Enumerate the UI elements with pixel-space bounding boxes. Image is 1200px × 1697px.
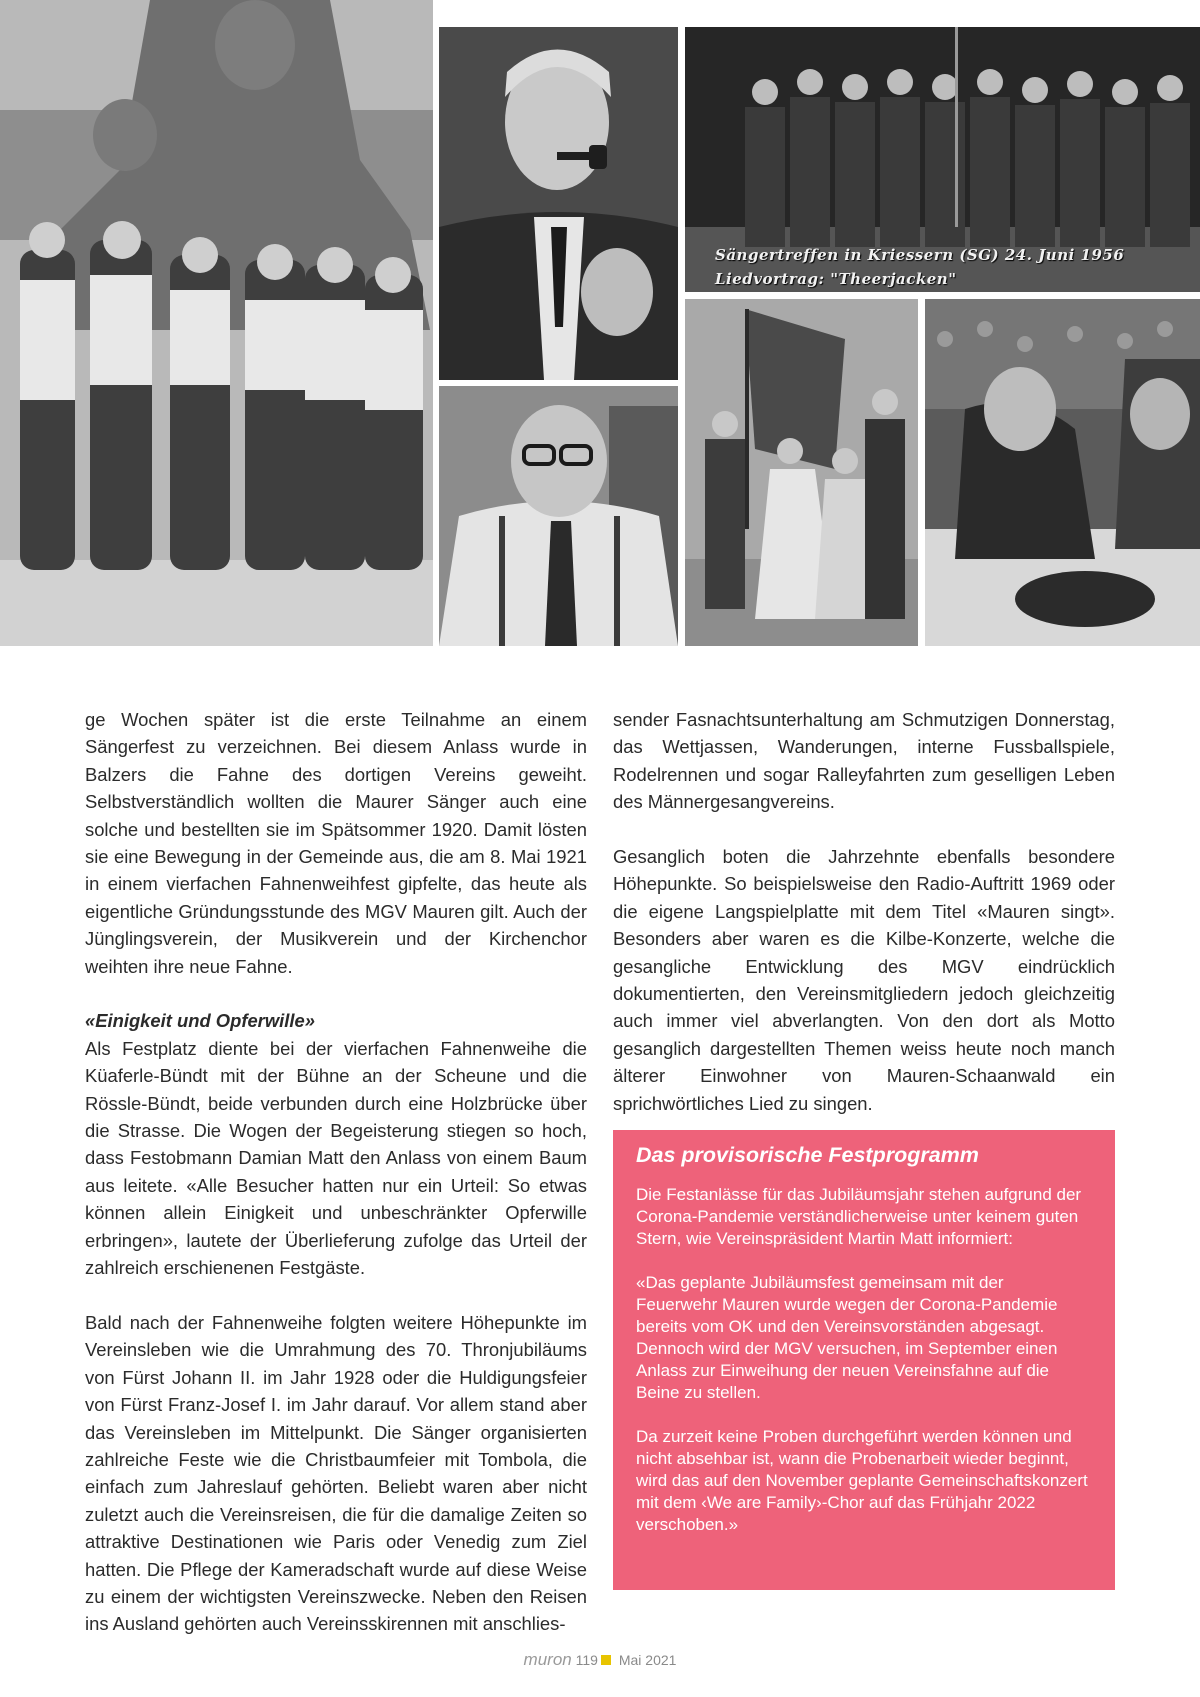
festival-program-box — [613, 1130, 1115, 1590]
infobox-paragraph-1: Die Festanlässe für das Jubiläumsjahr stehen aufgrund der Corona-Pandemie verständlicherweise unter keinem guten Stern, wie Vereinspräsident Martin Matt informiert: — [636, 1185, 1082, 1248]
section-heading: «Einigkeit und Opferwille» — [85, 1010, 315, 1032]
photo-man-with-pipe — [439, 27, 678, 380]
infobox-paragraph-3: Da zurzeit keine Proben durchgeführt werden können und nicht absehbar ist, wann die Probenarbeit wieder beginnt, wird das auf den November geplante Gemeinschaftskonzert mit dem ‹We are Family›-Chor auf das Frühjahr 2022 verschoben.» — [636, 1427, 1088, 1534]
photo-festival-crowd — [925, 299, 1200, 646]
photo-caption-line2: Liedvortrag: "Theerjacken" — [715, 270, 957, 288]
infobox-paragraph-2: «Das geplante Jubiläumsfest gemeinsam mit der Feuerwehr Mauren wurde wegen der Corona-Pandemie bereits vom OK und den Vereinsvorständen abgesagt. Dennoch wird der MGV versuchen, im September einen Anlass zur Einweihung der neuen Vereinsfahne auf die Beine zu stellen. — [636, 1273, 1058, 1402]
yellow-square-icon — [601, 1655, 611, 1665]
photo-man-with-glasses — [439, 386, 678, 646]
right-column — [613, 706, 1115, 1117]
photo-flag-group — [685, 299, 918, 646]
magazine-brand: muron — [523, 1650, 572, 1669]
issue-number: 119 — [575, 1652, 598, 1668]
right-paragraph-2: Gesanglich boten die Jahrzehnte ebenfalls besondere Höhepunkte. So beispielsweise den Radio-Auftritt 1969 oder die eigene Langspielplatte mit dem Titel «Mauren singt». Besonders aber waren es die Kilbe-Konzerte, welche die gesangliche Entwicklung des MGV eindrücklich dokumentierten, den Vereinsmitgliedern jedoch gleichzeitig auch immer viel abverlangten. Von den dort als Motto gesanglich dargestellten Themen weiss heute noch manch älterer Einwohner von Mauren-Schaanwald ein sprichwörtliches Lied zu singen. — [613, 846, 1115, 1114]
left-column — [85, 706, 587, 1638]
right-paragraph-1: sender Fasnachtsunterhaltung am Schmutzigen Donnerstag, das Wettjassen, Wanderungen, interne Fussballspiele, Rodelrennen und sogar Ralleyfahrten zum geselligen Leben des Männergesangvereins. — [613, 709, 1115, 813]
infobox-title: Das provisorische Festprogramm — [636, 1143, 979, 1167]
left-paragraph-3: Bald nach der Fahnenweihe folgten weitere Höhepunkte im Vereinsleben wie die Umrahmung des 70. Thronjubiläums von Fürst Johann II. im Jahr 1928 oder die Huldigungsfeier von Fürst Franz-Josef I. im Jahr darauf. Vor allem stand aber das Vereinsleben im Mittelpunkt. Die Sänger organisierten zahlreiche Feste wie die Christbaumfeier mit Tombola, die einfach zum Jahreslauf gehörten. Beliebt waren aber nicht zuletzt auch die Vereinsreisen, die für die damalige Zeiten so attraktive Destinationen wie Paris oder Venedig zum Ziel hatten. Die Pflege der Kameradschaft wurde auf diese Weise zu einem der wichtigsten Vereinszwecke. Neben den Reisen ins Ausland gehörten auch Vereinsskirennen mit anschlies- — [85, 1311, 587, 1635]
left-paragraph-1: ge Wochen später ist die erste Teilnahme an einem Sängerfest zu verzeichnen. Bei diesem Anlass wurde in Balzers die Fahne des dortigen Vereins geweiht. Selbstverständlich wollten die Maurer Sänger auch eine solche und bestellten sie im Spätsommer 1920. Damit lösten sie eine Bewegung in der Gemeinde aus, die am 8. Mai 1921 in einem vierfachen Fahnenweihfest gipfelte, das heute als eigentliche Gründungsstunde des MGV Mauren gilt. Auch der Jünglingsverein, der Musikverein und der Kirchenchor weihten ihre neue Fahne. — [85, 709, 587, 977]
page-footer — [0, 1650, 1200, 1670]
photo-young-men-statue — [0, 0, 433, 646]
photo-caption-line1: Sängertreffen in Kriessern (SG) 24. Juni 1956 — [715, 246, 1125, 264]
left-paragraph-2: Als Festplatz diente bei der vierfachen Fahnenweihe die Küaferle-Bündt mit der Bühne an der Scheune und die Rössle-Bündt, beide verbunden durch eine Holzbrücke über die Strasse. Die Wogen der Begeisterung stiegen so hoch, dass Festobmann Damian Matt den Anlass von einem Baum aus leitete. «Alle Besucher hatten nur ein Urteil: So etwas können allein Einigkeit und unbeschränkter Opferwille erbringen», lautete der Überlieferung zufolge das Urteil der zahlreich erschienenen Festgäste. — [85, 1037, 587, 1279]
photo-choir-on-stage — [685, 27, 1200, 292]
issue-date: Mai 2021 — [618, 1652, 677, 1668]
